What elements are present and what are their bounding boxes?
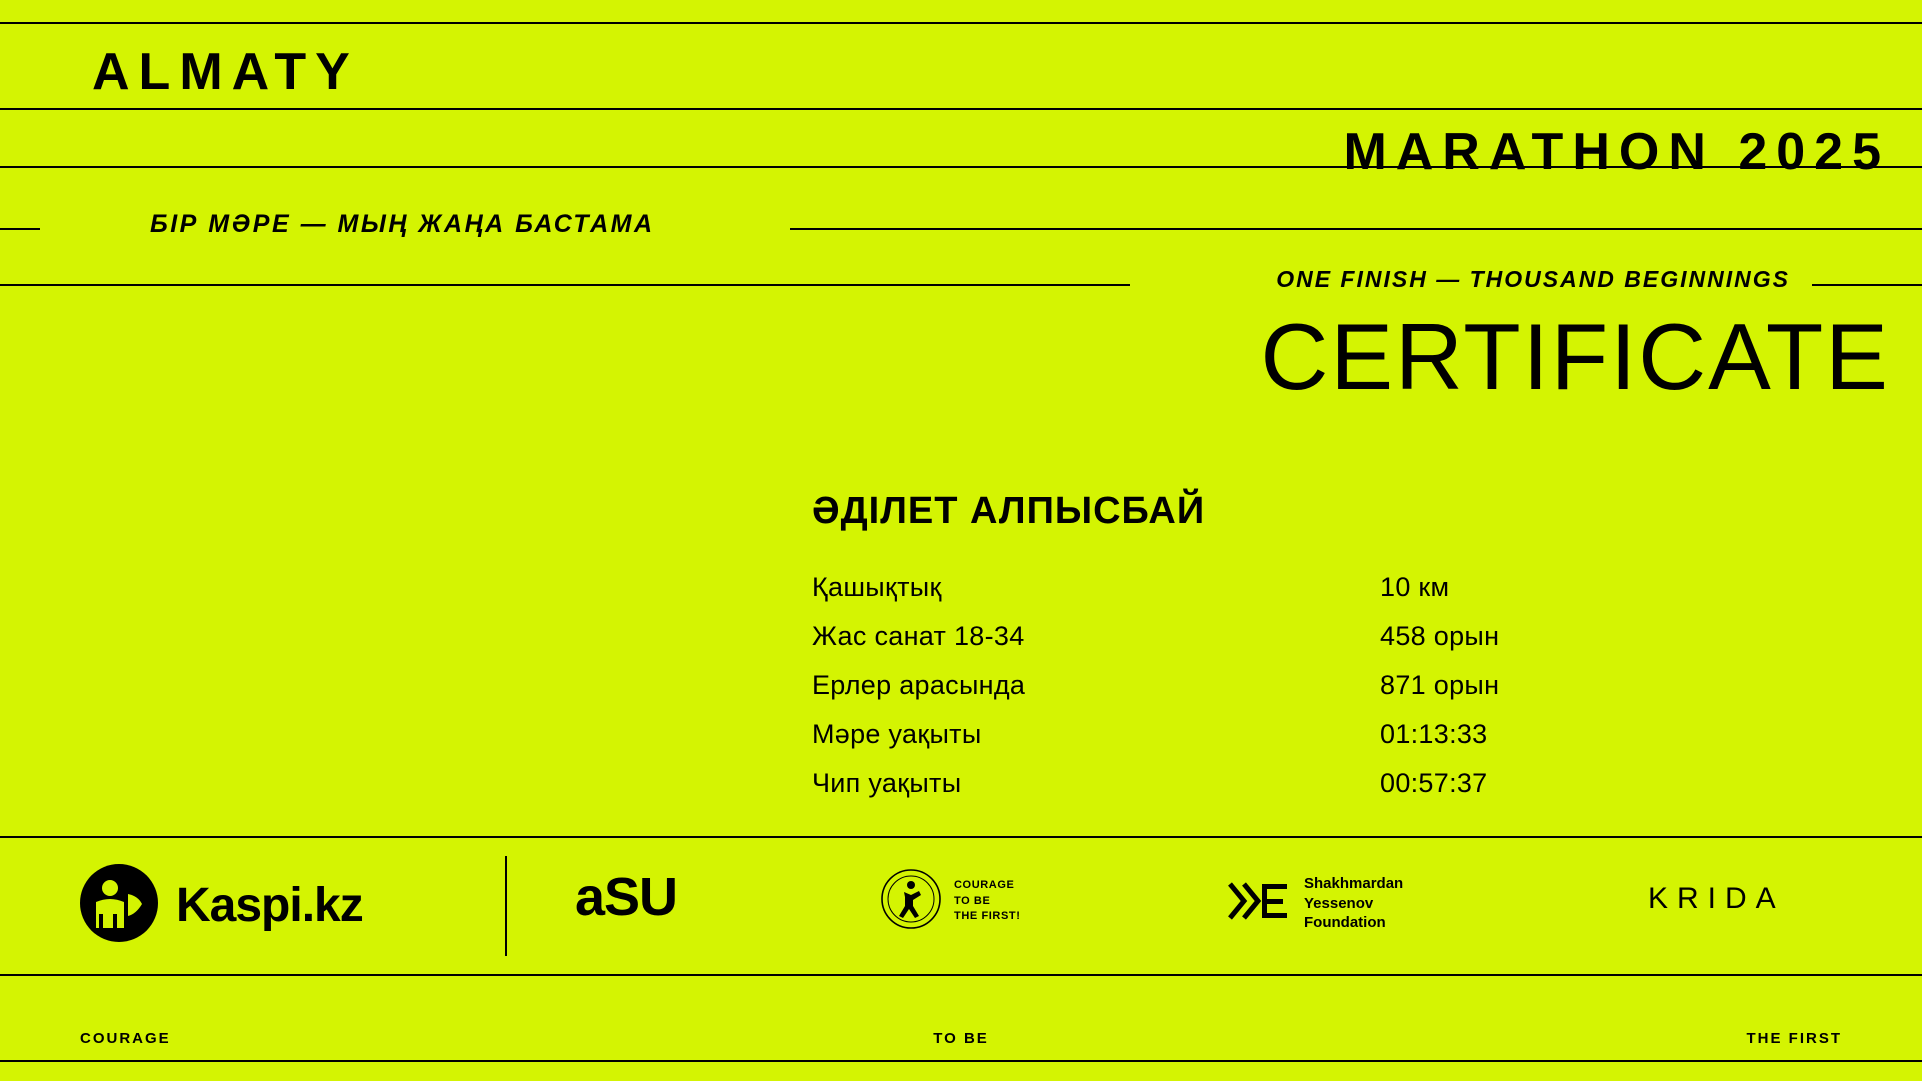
result-value: 00:57:37 [1380, 768, 1488, 799]
shakhmardan-line-2: Yessenov [1304, 894, 1374, 912]
result-value: 458 орын [1380, 621, 1500, 652]
sponsors-bar [0, 840, 1922, 974]
event-title: MARATHON 2025 [1343, 123, 1890, 181]
yessenov-logo-icon [1228, 878, 1290, 929]
table-row [812, 719, 1652, 750]
result-value: 10 км [1380, 572, 1450, 602]
divider-slogan-kz-right [790, 228, 1922, 230]
asu-wordmark: aSU [575, 867, 678, 927]
krida-wordmark: KRIDA [1648, 882, 1785, 915]
result-label: Ерлер арасында [812, 670, 1026, 701]
result-label: Жас санат 18-34 [812, 621, 1025, 652]
result-label: Мәре уақыты [812, 719, 982, 750]
sponsor-divider [505, 856, 507, 956]
table-row [812, 621, 1652, 652]
athlete-name: ӘДІЛЕТ АЛПЫСБАЙ [812, 490, 1206, 532]
sponsor-yessenov-foundation [1228, 874, 1403, 933]
corporate-fund-icon [880, 868, 942, 935]
fund-line-1: COURAGE [954, 878, 1015, 891]
city-title: ALMATY [92, 43, 359, 101]
shakhmardan-line-3: Foundation [1304, 914, 1386, 931]
divider-slogan-en-right [1812, 284, 1922, 286]
table-row [812, 670, 1652, 701]
fund-line-3: THE FIRST! [954, 910, 1021, 923]
result-value: 871 орын [1380, 670, 1500, 701]
kaspi-wordmark: Kaspi.kz [176, 878, 363, 932]
sponsor-krida [1648, 884, 1785, 914]
sponsor-asu [575, 867, 678, 927]
divider-slogan-en-left [0, 284, 1130, 286]
footer-center: TO BE [933, 1029, 989, 1047]
slogan-kazakh: БІР МӘРЕ — МЫҢ ЖАҢА БАСТАМА [136, 212, 669, 237]
page-title: CERTIFICATE [1260, 304, 1890, 409]
divider-top [0, 22, 1922, 24]
shakhmardan-line-1: Shakhmardan [1304, 875, 1404, 892]
sponsor-kaspi [80, 864, 363, 947]
footer-right: THE FIRST [1746, 1029, 1842, 1047]
result-label: Қашықтық [812, 572, 942, 602]
divider-bottom [0, 1060, 1922, 1062]
footer-left: COURAGE [80, 1029, 171, 1047]
slogan-english: ONE FINISH — THOUSAND BEGINNINGS [1262, 268, 1804, 291]
fund-line-2: TO BE [954, 894, 991, 907]
divider-slogan-kz-left [0, 228, 40, 230]
kaspi-logo-icon [80, 864, 158, 947]
results-table [812, 572, 1652, 817]
divider-under-city [0, 108, 1922, 110]
sponsor-corporate-fund [880, 868, 1021, 935]
result-value: 01:13:33 [1380, 719, 1488, 750]
divider-below-sponsors [0, 974, 1922, 976]
table-row [812, 572, 1652, 603]
result-label: Чип уақыты [812, 768, 962, 799]
footer-bar [0, 1018, 1922, 1058]
divider-above-sponsors [0, 836, 1922, 838]
table-row [812, 768, 1652, 799]
